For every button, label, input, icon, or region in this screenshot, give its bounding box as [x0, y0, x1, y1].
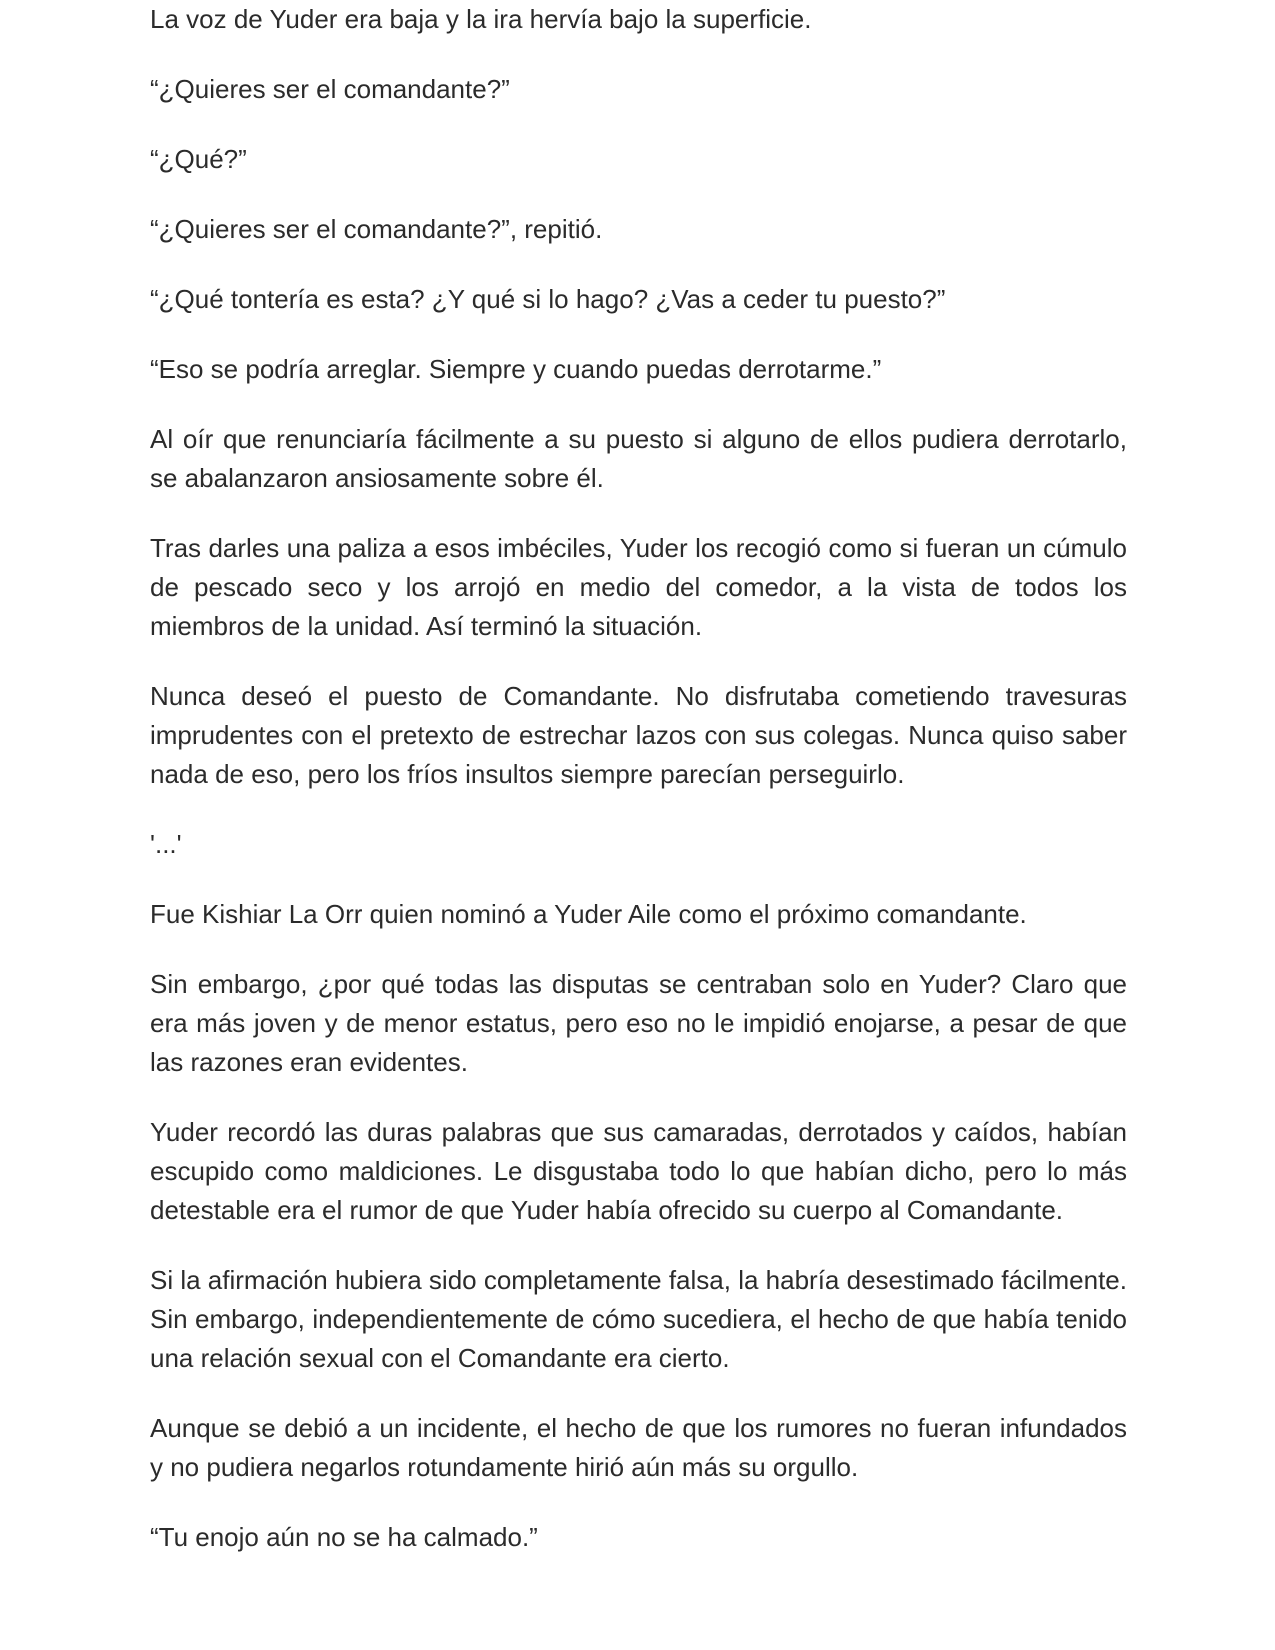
document-page — [150, 0, 1127, 1588]
paragraph: Tras darles una paliza a esos imbéciles, Yuder los recogió como si fueran un cúmulo de pescado seco y los arrojó en medio del comedor, a la vista de todos los miembros de la unidad. Así terminó la situación. — [150, 533, 1127, 641]
thought-line: '...' — [150, 829, 182, 859]
dialogue-line: “¿Qué tontería es esta? ¿Y qué si lo hago? ¿Vas a ceder tu puesto?” — [150, 284, 946, 314]
paragraph: Nunca deseó el puesto de Comandante. No disfrutaba cometiendo travesuras imprudentes con el pretexto de estrechar lazos con sus colegas. Nunca quiso saber nada de eso, pero los fríos insultos siempre parecían perseguirlo. — [150, 681, 1127, 789]
dialogue-line: “Tu enojo aún no se ha calmado.” — [150, 1522, 538, 1552]
paragraph: Sin embargo, ¿por qué todas las disputas se centraban solo en Yuder? Claro que era más joven y de menor estatus, pero eso no le impidió enojarse, a pesar de que las razones eran evidentes. — [150, 969, 1127, 1077]
dialogue-line: “¿Quieres ser el comandante?”, repitió. — [150, 214, 603, 244]
paragraph: Yuder recordó las duras palabras que sus camaradas, derrotados y caídos, habían escupido como maldiciones. Le disgustaba todo lo que habían dicho, pero lo más detestable era el rumor de que Yuder había ofrecido su cuerpo al Comandante. — [150, 1117, 1127, 1225]
paragraph: Fue Kishiar La Orr quien nominó a Yuder Aile como el próximo comandante. — [150, 899, 1027, 929]
dialogue-line: “¿Quieres ser el comandante?” — [150, 74, 510, 104]
paragraph: La voz de Yuder era baja y la ira hervía bajo la superficie. — [150, 4, 812, 34]
paragraph: Si la afirmación hubiera sido completamente falsa, la habría desestimado fácilmente. Sin embargo, independientemente de cómo sucediera, el hecho de que había tenido una relación sexual con el Comandante era cierto. — [150, 1265, 1127, 1373]
dialogue-line: “¿Qué?” — [150, 144, 247, 174]
dialogue-line: “Eso se podría arreglar. Siempre y cuando puedas derrotarme.” — [150, 354, 882, 384]
paragraph: Aunque se debió a un incidente, el hecho de que los rumores no fueran infundados y no pudiera negarlos rotundamente hirió aún más su orgullo. — [150, 1413, 1127, 1482]
paragraph: Al oír que renunciaría fácilmente a su puesto si alguno de ellos pudiera derrotarlo, se abalanzaron ansiosamente sobre él. — [150, 424, 1127, 493]
